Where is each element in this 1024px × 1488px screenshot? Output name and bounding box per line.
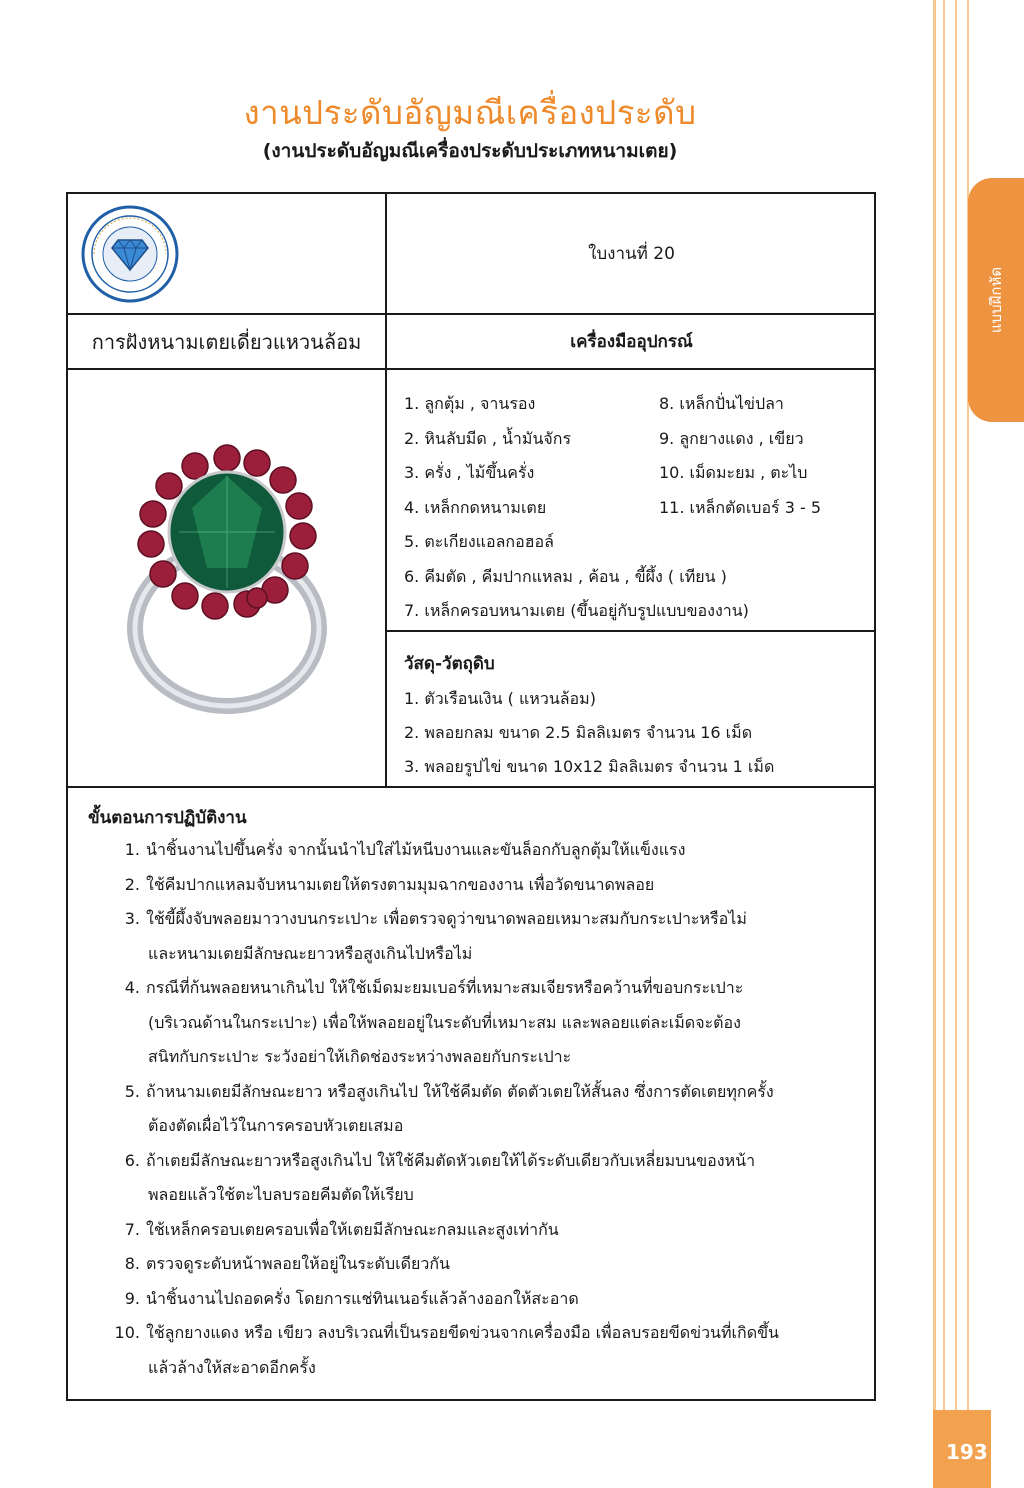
step-number: 3. bbox=[124, 909, 140, 928]
step-line bbox=[88, 1040, 868, 1075]
section-tab-text: แบบฝึกหัด bbox=[987, 266, 1005, 334]
step-number: 1. bbox=[124, 840, 140, 859]
tool-item: 3. ครั่ง , ไม้ขึ้นครั่ง bbox=[404, 463, 535, 482]
step-line bbox=[88, 1109, 868, 1144]
tools-heading: เครื่องมืออุปกรณ์ bbox=[570, 332, 693, 352]
tools-row bbox=[404, 422, 864, 457]
step-text: พลอยแล้วใช้ตะไบลบรอยคีมตัดให้เรียบ bbox=[148, 1185, 414, 1204]
step-line bbox=[88, 1075, 868, 1110]
step-text: ถ้าเตยมีลักษณะยาวหรือสูงเกินไป ให้ใช้คีมตัดหัวเตยให้ได้ระดับเดียวกับเหลี่ยมบนของหน้า bbox=[146, 1150, 756, 1170]
tool-item: 8. เหล็กปั่นไข่ปลา bbox=[659, 394, 784, 413]
step-number bbox=[88, 1178, 146, 1213]
step-line bbox=[88, 1144, 868, 1179]
tool-item: 2. หินลับมีด , น้ำมันจักร bbox=[404, 428, 572, 448]
step-number: 2. bbox=[124, 874, 140, 894]
step-line bbox=[88, 971, 868, 1006]
step-line bbox=[88, 868, 868, 903]
step-number bbox=[88, 1351, 146, 1386]
material-item: 1. ตัวเรือนเงิน ( แหวนล้อม) bbox=[404, 689, 596, 708]
step-number: 6. bbox=[124, 1150, 140, 1170]
step-number bbox=[88, 1109, 146, 1144]
tool-item: 5. ตะเกียงแอลกอฮอล์ bbox=[404, 532, 554, 551]
tool-item: 10. เม็ดมะยม , ตะไบ bbox=[659, 463, 808, 482]
step-line bbox=[88, 1247, 868, 1282]
step-text: และหนามเตยมีลักษณะยาวหรือสูงเกินไปหรือไม่ bbox=[148, 943, 473, 963]
material-item: 3. พลอยรูปไข่ ขนาด 10x12 มิลลิเมตร จำนวน 1 เม็ด bbox=[404, 757, 775, 776]
tools-list bbox=[404, 387, 864, 629]
step-text: แล้วล้างให้สะอาดอีกครั้ง bbox=[148, 1357, 316, 1377]
step-line bbox=[88, 1351, 868, 1386]
divider bbox=[385, 630, 874, 632]
worksheet-table bbox=[66, 192, 876, 1401]
step-text: ใช้ขี้ผึ้งจับพลอยมาวางบนกระเปาะ เพื่อตรวจดูว่าขนาดพลอยเหมาะสมกับกระเปาะหรือไม่ bbox=[146, 909, 747, 928]
materials-heading: วัสดุ-วัตถุดิบ bbox=[404, 654, 495, 674]
steps-section bbox=[88, 804, 868, 1385]
logo-cell bbox=[68, 194, 385, 313]
step-number: 5. bbox=[124, 1081, 140, 1101]
step-text: สนิทกับกระเปาะ ระวังอย่าให้เกิดช่องระหว่างพลอยกับกระเปาะ bbox=[148, 1047, 572, 1066]
material-item: 2. พลอยกลม ขนาด 2.5 มิลลิเมตร จำนวน 16 เม็ด bbox=[404, 723, 753, 742]
step-number: 8. bbox=[124, 1254, 140, 1273]
tool-item: 9. ลูกยางแดง , เขียว bbox=[659, 428, 804, 448]
step-line bbox=[88, 1213, 868, 1248]
step-number: 4. bbox=[124, 978, 140, 997]
step-text: นำชิ้นงานไปถอดครั่ง โดยการแช่ทินเนอร์แล้วล้างออกให้สะอาด bbox=[146, 1288, 579, 1308]
step-text: ต้องตัดเผื่อไว้ในการครอบหัวเตยเสมอ bbox=[148, 1116, 404, 1135]
decor-stripe bbox=[955, 0, 957, 1488]
job-title: การฝังหนามเตยเดี่ยวแหวนล้อม bbox=[91, 329, 362, 354]
step-number bbox=[88, 1006, 146, 1041]
step-text: (บริเวณด้านในกระเปาะ) เพื่อให้พลอยอยู่ในระดับที่เหมาะสม และพลอยแต่ละเม็ดจะต้อง bbox=[148, 1012, 741, 1032]
step-text: ใช้คีมปากแหลมจับหนามเตยให้ตรงตามมุมฉากของงาน เพื่อวัดขนาดพลอย bbox=[146, 874, 655, 894]
sheet-number: ใบงานที่ 20 bbox=[588, 244, 675, 264]
tools-row bbox=[404, 387, 864, 422]
step-text: ใช้ลูกยางแดง หรือ เขียว ลงบริเวณที่เป็นรอยขีดข่วนจากเครื่องมือ เพื่อลบรอยขีดข่วนที่เกิดขึ้น bbox=[146, 1323, 779, 1342]
section-tab-label bbox=[968, 178, 1024, 422]
page-title: งานประดับอัญมณีเครื่องประดับ bbox=[243, 93, 697, 132]
ring-photo bbox=[107, 428, 347, 728]
step-number: 7. bbox=[124, 1219, 140, 1239]
tools-row bbox=[404, 491, 864, 526]
page-subtitle: (งานประดับอัญมณีเครื่องประดับประเภทหนามเตย) bbox=[262, 140, 678, 162]
decor-stripe bbox=[933, 0, 936, 1488]
tool-item: 4. เหล็กกดหนามเตย bbox=[404, 497, 547, 517]
steps-heading: ขั้นตอนการปฏิบัติงาน bbox=[88, 808, 247, 828]
tool-item: 7. เหล็กครอบหนามเตย (ขึ้นอยู่กับรูปแบบของงาน) bbox=[404, 601, 749, 620]
decor-stripe bbox=[943, 0, 945, 1488]
step-text: กรณีที่ก้นพลอยหนาเกินไป ให้ใช้เม็ดมะยมเบอร์ที่เหมาะสมเจียรหรือคว้านที่ขอบกระเปาะ bbox=[146, 978, 744, 997]
step-text: นำชิ้นงานไปขึ้นครั่ง จากนั้นนำไปใส่ไม้หนีบงานและขันล็อกกับลูกตุ้มให้แข็งแรง bbox=[146, 840, 686, 859]
step-number bbox=[88, 937, 146, 972]
institute-logo bbox=[80, 204, 180, 304]
photo-cell bbox=[68, 370, 385, 786]
step-line bbox=[88, 902, 868, 937]
step-line bbox=[88, 1282, 868, 1317]
step-text: ตรวจดูระดับหน้าพลอยให้อยู่ในระดับเดียวกัน bbox=[146, 1254, 450, 1273]
step-number: 9. bbox=[124, 1288, 140, 1308]
page-number: 193 bbox=[946, 1440, 988, 1464]
step-line bbox=[88, 937, 868, 972]
materials-section bbox=[404, 646, 864, 784]
tool-item: 11. เหล็กตัดเบอร์ 3 - 5 bbox=[659, 497, 822, 517]
divider bbox=[68, 786, 874, 788]
step-text: ใช้เหล็กครอบเตยครอบเพื่อให้เตยมีลักษณะกลมและสูงเท่ากัน bbox=[146, 1219, 559, 1239]
tools-row bbox=[404, 456, 864, 491]
tool-item: 6. คีมตัด , คีมปากแหลม , ค้อน , ขี้ผึ้ง ( เทียน ) bbox=[404, 566, 727, 586]
step-number: 10. bbox=[114, 1323, 140, 1342]
step-line bbox=[88, 833, 868, 868]
step-number bbox=[88, 1040, 146, 1075]
step-text: ถ้าหนามเตยมีลักษณะยาว หรือสูงเกินไป ให้ใช้คีมตัด ตัดตัวเตยให้สั้นลง ซึ่งการตัดเตยทุกครั้ง bbox=[146, 1081, 774, 1101]
step-line bbox=[88, 1316, 868, 1351]
tool-item: 1. ลูกตุ้ม , จานรอง bbox=[404, 394, 536, 413]
step-line bbox=[88, 1006, 868, 1041]
step-line bbox=[88, 1178, 868, 1213]
steps-list bbox=[88, 833, 868, 1385]
